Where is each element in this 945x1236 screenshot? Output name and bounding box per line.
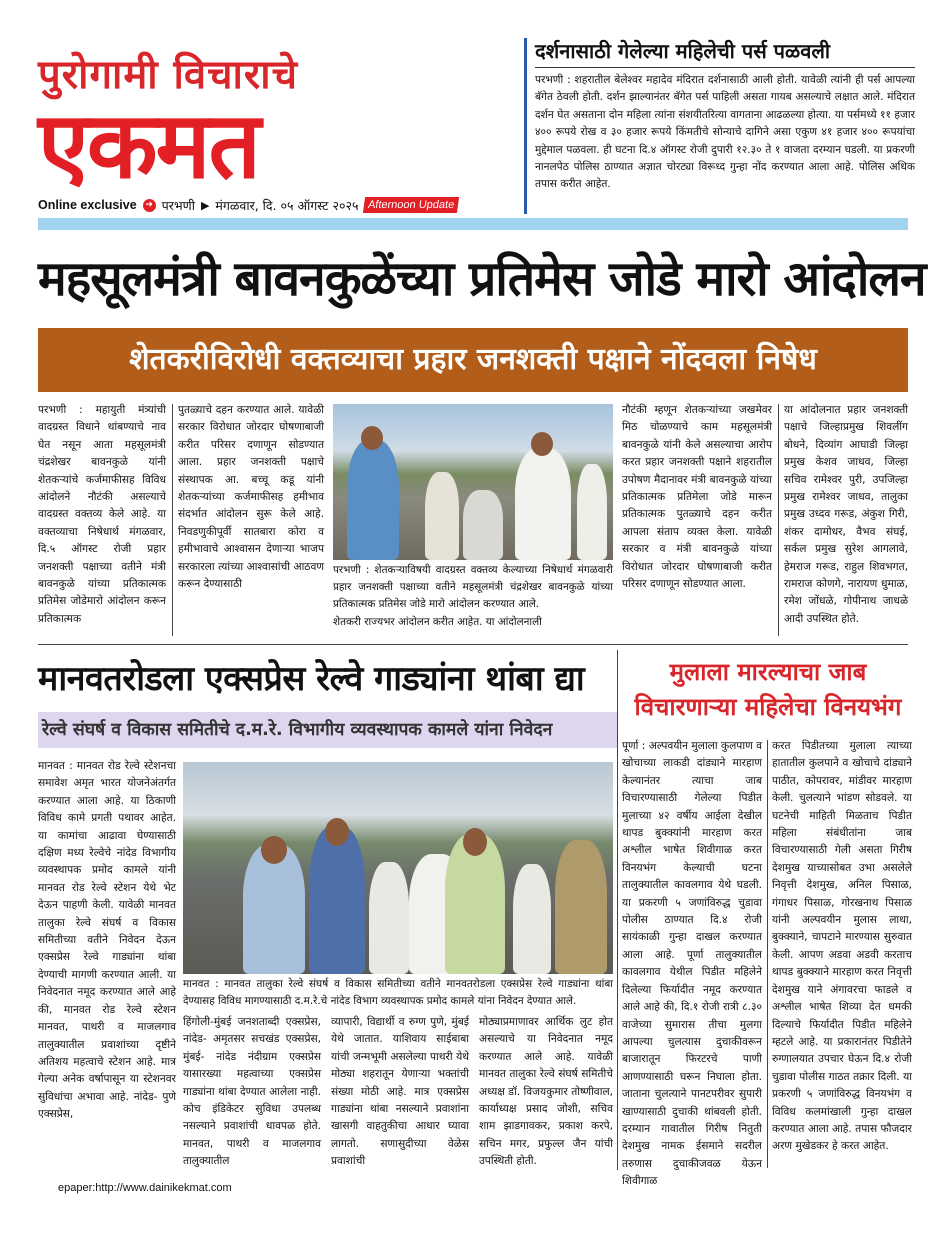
story1-caption-continued: शेतकरी राज्यभर आंदोलन करीत आहेत. या आंदोलनाली	[333, 616, 542, 628]
story2-column-3: व्यापारी, विद्यार्थी व रुग्ण पुणे, मुंबई येथे जातात. याशिवाय साईबाबा यांची जन्मभूमी असलेल्या पाथरी येथे मोठ्या शहरातून येणाऱ्या भक्तांची संख्या मोठी आहे. मात्र एक्सप्रेस गाड्यांना थांबा नसल्याने प्रवाशांना खासगी वाहतुकीचा आधार घ्यावा लागतो. सणासुदीच्या वेळेस प्रवाशांची	[331, 1016, 469, 1168]
arrow-right-icon: ➜	[143, 199, 156, 212]
story2-column-1: मानवत : मानवत रोड रेल्वे स्टेशनचा समावेश अमृत भारत योजनेअंतर्गत करण्यात आला आहे. या ठिकाणी विविध कामे प्रगती पथावर आहेत. या कामांचा आढावा घेण्यासाठी दक्षिण मध्य रेल्वेचे नांदेड विभागीय व्यवस्थापक प्रमोद कामले यांनी मानवत रोड रेल्वे स्टेशन येथे भेट देऊन पाहणी केली. यावेळी मानवत तालुका रेल्वे संघर्ष व विकास समितीच्या वतीने निवेदन देऊन एक्सप्रेस रेल्वे गाड्यांना थांबा देण्याची मागणी करण्यात आली. या निवेदनात नमूद करण्यात आले आहे की, मानवत रोड रेल्वे स्टेशन मानवत, पाथरी व माजलगाव तालुक्यातील प्रवाशांच्या दृष्टीने अतिशय महत्वाचे स्टेशन आहे. मात्र गेल्या अनेक वर्षापासून या स्टेशनवर सुविधांचा अभावा आहे. नांदेड- पुणे एक्सप्रेस,	[38, 760, 176, 1121]
story1-caption: परभणी : शेतकऱ्याविषयी वादग्रस्त वक्तव्य केल्याच्या निषेधार्थ मंगळवारी प्रहार जनशक्ती पक्षाच्या वतीने महसूलमंत्री चंद्रशेखर बावनकुळे यांच्या प्रतिकात्मक प्रतिमेस जोडे मारो आंदोलन करण्यात आले.	[333, 564, 613, 610]
story2-subhead: रेल्वे संघर्ष व विकास समितीचे द.म.रे. विभागीय व्यवस्थापक कामले यांना निवेदन	[38, 712, 618, 748]
story3-headline	[620, 655, 916, 725]
story1-photo	[333, 404, 613, 560]
story1-column-1: परभणी : महायुती मंत्र्यांची वादग्रस्त विधाने थांबण्याचे नाव घेत नसून आता महसूलमंत्री चंद्रशेखर बावनकुळे यांनी शेतकऱ्यांचे कर्जमाफीसह विविध आंदोलने नौटंकी असल्याचे वादग्रस्त वक्तव्य केले आहे. या वक्तव्याचा निषेधार्थ मंगळवार, दि.५ ऑगस्ट रोजी प्रहार जनशक्ती पक्षाच्या वतीने मंत्री बावनकुळे यांच्या प्रतिकात्मक प्रतिमेस जोडेमारो आंदोलन करून प्रतिकात्मक	[38, 404, 166, 625]
dateline-city: परभणी	[161, 197, 195, 213]
story2-photo	[183, 762, 613, 974]
dateline-date: मंगळवार, दि. ०५ ऑगस्ट २०२५	[215, 197, 359, 213]
epaper-url[interactable]: epaper:http://www.dainikekmat.com	[58, 1182, 232, 1194]
section-divider-bar	[38, 218, 908, 230]
column-rule	[778, 404, 779, 636]
story2-caption: मानवत : मानवत तालुका रेल्वे संघर्ष व विकास समितीच्या वतीने मानवतरोडला एक्सप्रेस रेल्वे गाड्यांना थांबा देण्यासह विविध मागण्यासाठी द.म.रे.चे नांदेड विभाग व्यवस्थापक प्रमोद कामले यांना निवेदन देण्यात आले.	[183, 978, 613, 1007]
top-story	[535, 38, 915, 194]
top-story-headline: दर्शनासाठी गेलेल्या महिलेची पर्स पळवली	[535, 38, 915, 68]
masthead-tagline: पुरोगामी विचाराचे	[38, 51, 299, 98]
story3-column-2: करत पिडीतच्या मुलाला त्याच्या हातातील कुलपाने व खोचाचे दांड्याने पाठीत, कोपरावर, मांडीवर मारहाण केली. चुलत्याने भांडण सोडवले. या घटनेची माहिती मिळताच पिडीत महिला संबंधीतांना जाब विचारण्यासाठी गेली असता गिरीष देशमुख याच्यासोबत उभा असलेले निवृत्ती देशमुख, अनिल पिसाळ, गंगाधर पिसाळ, गोरखनाथ पिसाळ यांनी अल्पवयीन मुलास लाथा, बुक्क्याने, चापटाने मारण्यास सुरुवात केली. आपण अडवा अडवी करताच थापड बुक्क्याने मारहाण करत निवृत्ती देशमुख याने अंगावरचा फाडले व अश्लील भाषेत शिव्या देत धमकी दिल्याचे फिर्यादीत पिडीत महिलेने म्हटले आहे. या प्रकारानंतर पिडीतेने रुग्णालयात उपचार घेऊन दि.४ रोजी चुडावा पोलीस गाठत तक्रार दिली. या प्रकरणी ५ जणांविरुद्ध विनयभंग व विविध कलमांखाली गुन्हा दाखल करण्यात आला आहे. तपास फौजदार अरण मुखेडकर हे करत आहेत.	[772, 740, 912, 1153]
story2-headline: मानवतरोडला एक्सप्रेस रेल्वे गाड्यांना थांबा द्या	[38, 659, 585, 699]
story3-headline-line1: मुलाला मारल्याचा जाब	[669, 658, 867, 686]
story1-column-4: या आंदोलनात प्रहार जनशक्ती पक्षाचे जिल्हाप्रमुख शिवलींग बोधने, दिव्यांग आघाडी जिल्हा प्रमुख केशव जाधव, जिल्हा सचिव रामेश्वर पुरी, उपजिल्हा प्रमुख रामेश्वर जाधव, तालुका प्रमुख उध्दव गरूड, अंकुश गिरी, शंकर दामोधर, वैभव संघई, सर्कल प्रमुख सुरेश आगलावे, हेमराज गरूड, राहुल शिवभगत, रामराज कोणगे, नारायण धुमाळ, रमेश जोंधळे, गोपीनाथ जाधळे आदी उपस्थित होते.	[784, 404, 908, 625]
story2-column-2: हिंगोली-मुंबई जनशताब्दी एक्सप्रेस, नांदेड- अमृतसर सचखंड एक्सप्रेस, मुंबई- नांदेड नंदीग्राम एक्सप्रेस यासारख्या महत्वाच्या एक्सप्रेस गाड्यांना थांबा देण्यात आलेला नाही. कोच इंडिकेटर सुविधा उपलब्ध नसल्याने प्रवाशांची धावपळ होते. मानवत, पाथरी व माजलगाव तालुक्यातील	[183, 1016, 321, 1168]
column-rule	[767, 740, 768, 1168]
top-story-body: परभणी : शहरातील बेलेश्वर महादेव मंदिरात दर्शनासाठी आली होती. यावेळी त्यांनी ही पर्स आपल्या बॅगेत ठेवली होती. दर्शन झाल्यानंतर बॅगेत पर्स पाहिली असता गायब असल्याचे लक्षात आले. मंदिरात दर्शन घेत असताना दोन महिला त्यांना संशयीतरित्या वागताना आढळल्या होत्या. या पर्समध्ये ११ हजार ४०० रूपये रोख व ३० हजार रूपये किंमतीचे सोन्याचे दागिने असा एकुण ४१ हजार ४०० रूपयांचा मुद्देमाल पळवला. ही घटना दि.४ ऑगस्ट रोजी दुपारी १२.३० ते १ वाजता दरम्यान घडली. या प्रकरणी नानलपेठ पोलिस ठाण्यात अज्ञात चोरट्या विरूध्द गुन्हा नोंद करण्यात आला आहे. पोलिस अधिक तपास करीत आहेत.	[535, 74, 915, 191]
online-exclusive-label: Online exclusive	[38, 198, 137, 212]
masthead-title: एकमत	[38, 91, 259, 199]
afternoon-update-badge: Afternoon Update	[363, 197, 459, 213]
story1-subhead: शेतकरीविरोधी वक्तव्याचा प्रहार जनशक्ती पक्षाने नोंदवला निषेध	[38, 328, 908, 392]
story1-column-3: नौटंकी म्हणून शेतकऱ्यांच्या जखमेवर मिठ चोळण्याचे काम महसूलमंत्री बावनकुळे यांनी केले असल्याचा आरोप करत प्रहार जनशक्ती पक्षाने शहरातील उपोषण मैदानावर मंत्री बावनकुळे यांच्या प्रतिकात्मक प्रतिमेला जोडे मारून प्रतिकात्मक पुतळ्याचे दहन करीत आपला संताप व्यक्त केला. यावेळी सरकार व मंत्री बावनकुळे यांच्या विरोधात जोरदार घोषणाबाजी करीत परिसर दणाणून सोडण्यात आला.	[622, 404, 772, 591]
story1-column-2: पुतळ्याचे दहन करण्यात आले. यावेळी सरकार विरोधात जोरदार घोषणाबाजी करीत परिसर दणाणून सोडण्यात आला. प्रहार जनशक्ती पक्षाचे संस्थापक आ. बच्चू कडू यांनी शेतकऱ्यांच्या कर्जमाफीसह हमीभाव संदर्भात आंदोलन सुरू केले आहे. निवडणुकीपूर्वी सातबारा कोरा व हमीभावाचे आश्वासन देणाऱ्या भाजप सरकारला त्यांच्या आश्वासांची आठवण करून देण्यासाठी	[178, 404, 324, 591]
triangle-right-icon: ▶	[200, 198, 210, 212]
story3-column-1: पूर्णा : अल्पवयीन मुलाला कुलपाण व खोचाच्या लाकडी दांड्याने मारहाण केल्यानंतर त्याचा जाब विचारण्यासाठी गेलेल्या पिडीत मुलाच्या ४२ वर्षीय आईला देखील थापड बुक्क्यांनी मारहाण करत अश्लील भाषेत शिवीगाळ करत विनयभंग केल्याची घटना तालुक्यातील कावलगाव येथे घडली. या प्रकरणी ५ जणांविरुद्ध चुडावा पोलीस ठाण्यात दि.४ रोजी सायंकाळी गुन्हा दाखल करण्यात आला आहे. पूर्णा तालुक्यातील कावलगाव येथील पिडीत महिलेने दिलेल्या फिर्यादीत नमूद करण्यात आले आहे की, दि.१ रोजी रात्री ८.३० वाजेच्या सुमारास तीचा मुलगा आपल्या चुलत्यास दुचाकीवरून बाजारातून फिरटरचे पाणी आणण्यासाठी घरून निघाला होता. जाताना चुलत्याने पानटपरीवर सुपारी खाण्यासाठी दुचाकी थांबवली होती. दरम्यान गावातील गिरीष नितुती देशमुख नामक ईसमाने सदरील तरुणास दुचाकीजवळ येऊन शिवीगाळ	[622, 740, 762, 1188]
dateline	[38, 194, 528, 216]
story3-headline-line2: विचारणाऱ्या महिलेचा विनयभंग	[634, 693, 902, 721]
masthead-divider	[524, 38, 527, 214]
story1-headline: महसूलमंत्री बावनकुळेंच्या प्रतिमेस जोडे मारो आंदोलन	[38, 251, 926, 307]
story2-column-4: मोठ्याप्रमाणावर आर्थिक लुट होत असल्याचे या निवेदनात नमूद करण्यात आले आहे. यावेळी मानवत तालुका रेल्वे संघर्ष समितीचे अध्यक्ष डॉ. विजयकुमार तोष्णीवाल, कार्याध्यक्ष प्रसाद जोशी, सचिव शाम झाडगावकर, प्रकाश करपे, सचिन मगर, प्रफुल्ल जैन यांची उपस्थिती होती.	[479, 1016, 613, 1168]
column-rule	[617, 650, 618, 1170]
column-rule	[172, 404, 173, 636]
section-rule	[38, 644, 908, 645]
masthead-logo	[38, 51, 418, 205]
